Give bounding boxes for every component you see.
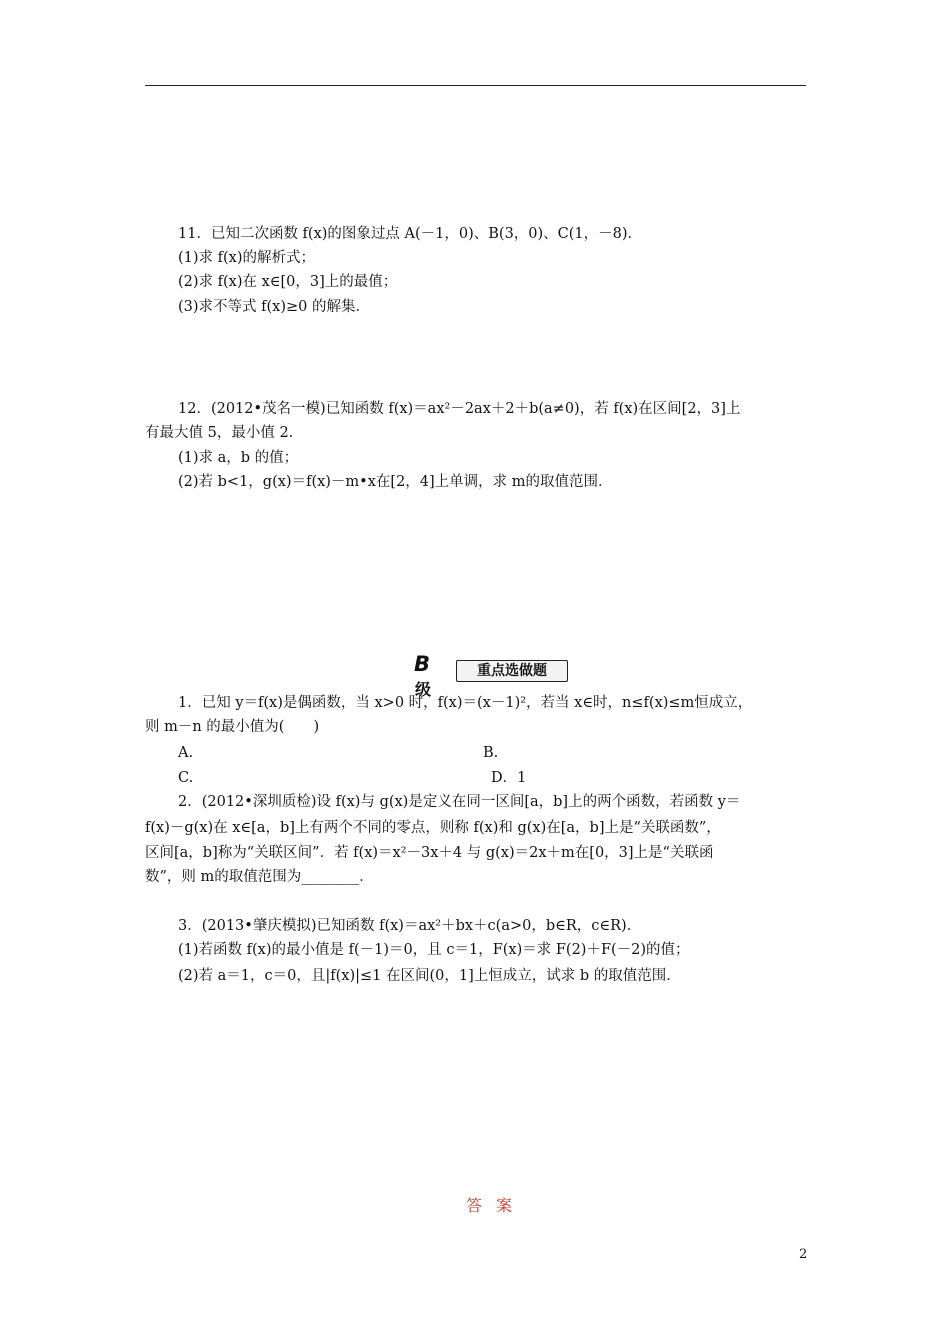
q12-part-1: (1)求 a，b 的值； (178, 450, 299, 466)
section-b-mark: B级 (414, 652, 431, 699)
b1-option-d: D．1 (491, 770, 527, 786)
q12-stem-line1: 12．(2012•茂名一模)已知函数 f(x)＝ax²－2ax＋2＋b(a≠0)，若 f(x)在区间[2，3]上 (178, 401, 741, 417)
page-number: 2 (799, 1247, 808, 1262)
q11-stem: 11．已知二次函数 f(x)的图象过点 A(－1，0)、B(3，0)、C(1，－8)． (178, 226, 643, 242)
b3-line1: 3．(2013•肇庆模拟)已知函数 f(x)＝ax²＋bx＋c(a>0，b∈R，c∈R)． (178, 918, 642, 934)
b2-line3: 区间[a，b]称为“关联区间”．若 f(x)＝x²－3x＋4 与 g(x)＝2x＋m在[0，3]上是“关联函 (145, 845, 714, 861)
b1-option-b: B. (483, 745, 499, 761)
b1-line2: 则 m－n 的最小值为( ) (145, 719, 320, 735)
q11-part-3: (3)求不等式 f(x)≥0 的解集． (178, 299, 370, 315)
answer-heading: 答案 (466, 1196, 527, 1215)
q12-stem-line2: 有最大值 5，最小值 2. (145, 425, 294, 441)
b3-line2: (1)若函数 f(x)的最小值是 f(－1)＝0，且 c＝1，F(x)＝求 F(2)＋F(－2)的值； (178, 942, 690, 958)
b2-line4: 数”，则 m的取值范围为________． (145, 869, 374, 885)
section-b-title: 重点选做题 (456, 660, 568, 682)
b2-line1: 2．(2012•深圳质检)设 f(x)与 g(x)是定义在同一区间[a，b]上的两个函数，若函数 y＝ (178, 794, 741, 810)
q11-part-1: (1)求 f(x)的解析式； (178, 250, 316, 266)
b3-line3: (2)若 a＝1，c＝0，且|f(x)|≤1 在区间(0，1]上恒成立，试求 b 的取值范围． (178, 968, 681, 984)
b2-line2: f(x)－g(x)在 x∈[a，b]上有两个不同的零点，则称 f(x)和 g(x)在[a，b]上是“关联函数”， (145, 820, 721, 836)
q11-part-2: (2)求 f(x)在 x∈[0，3]上的最值； (178, 274, 398, 290)
q12-part-2: (2)若 b<1，g(x)＝f(x)－m•x在[2，4]上单调，求 m的取值范围． (178, 474, 613, 490)
b1-option-a: A. (178, 745, 194, 761)
b1-line1: 1．已知 y＝f(x)是偶函数，当 x>0 时，f(x)＝(x－1)²，若当 x∈时，n≤f(x)≤m恒成立， (178, 695, 753, 711)
b1-option-c: C. (178, 770, 194, 786)
header-rule (145, 85, 806, 86)
